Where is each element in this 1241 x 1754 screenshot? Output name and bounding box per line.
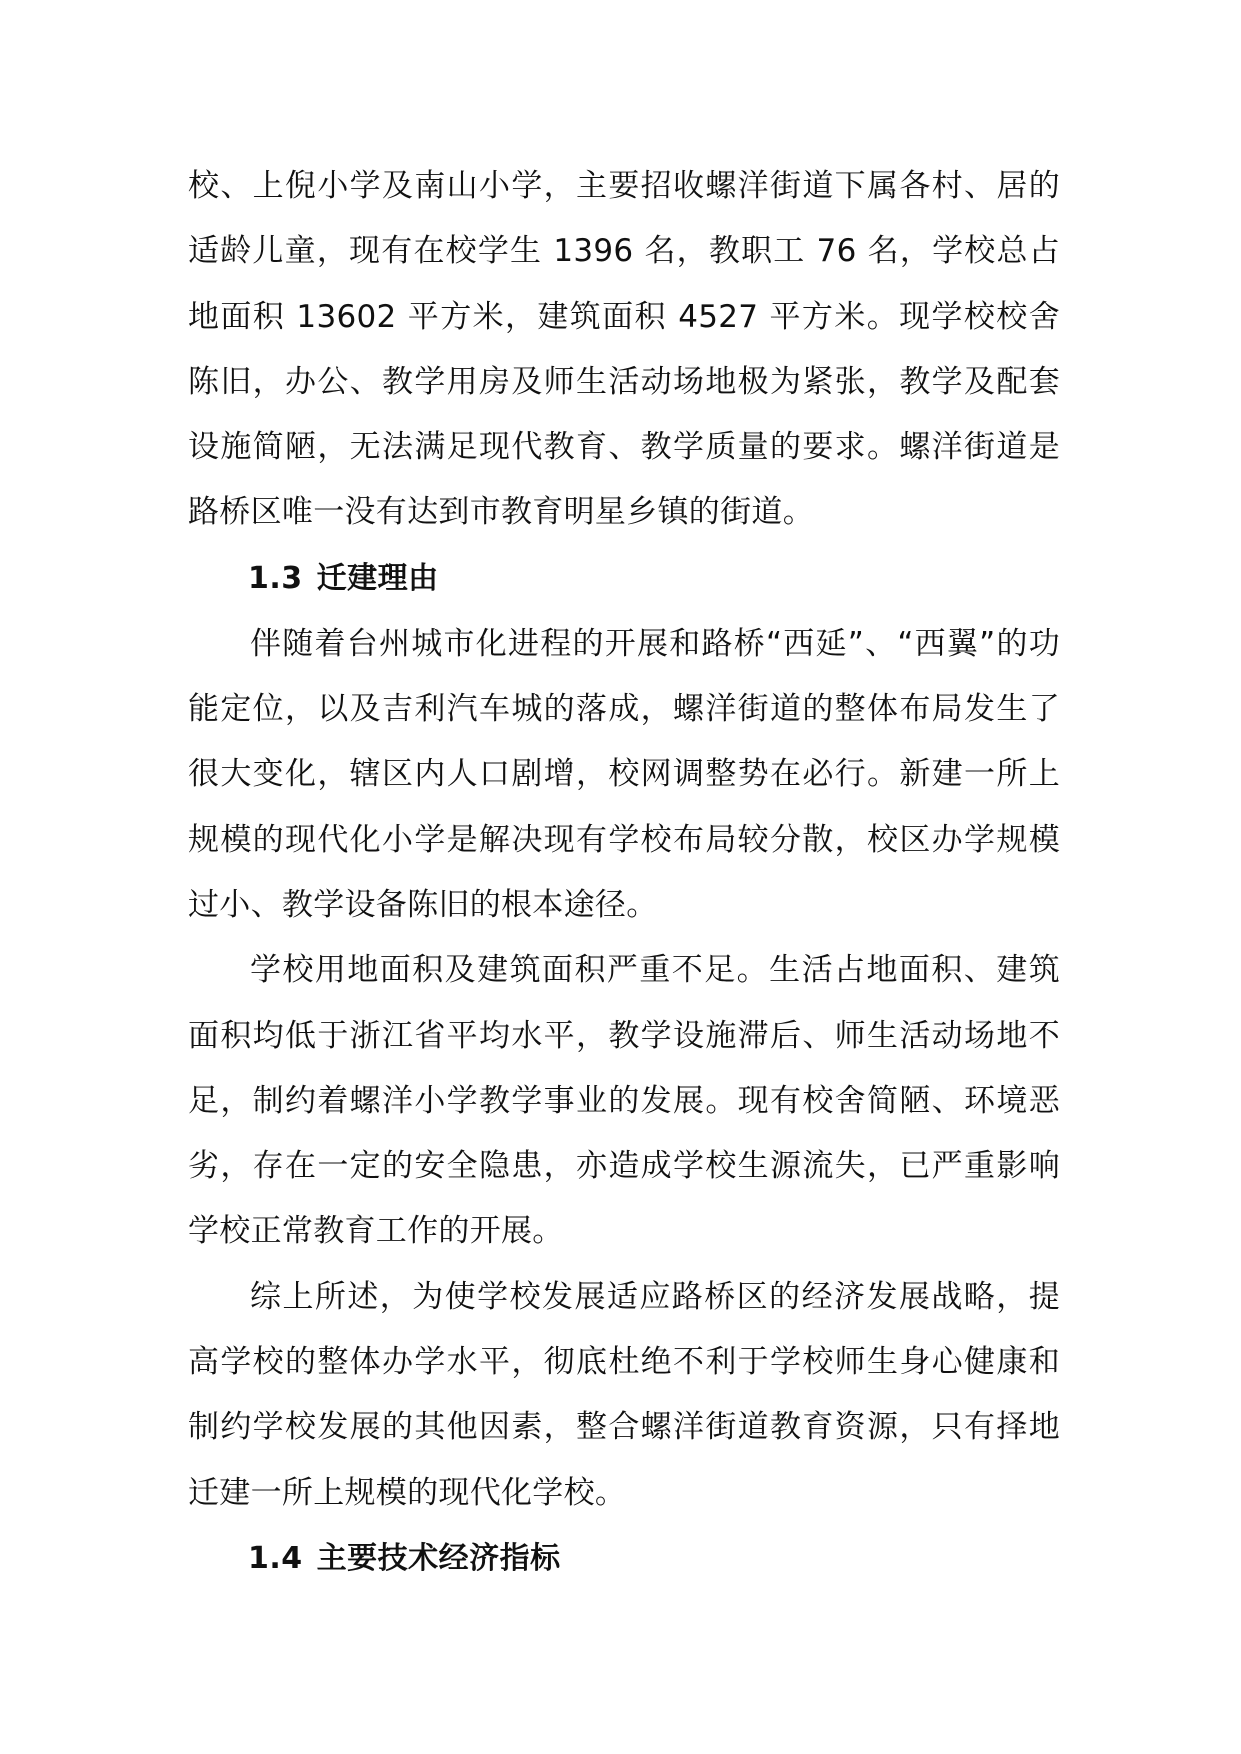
section-heading-1-4 xyxy=(188,1526,1060,1592)
document-body xyxy=(188,154,1060,1592)
section-number: 1.3 xyxy=(248,560,303,596)
section-number: 1.4 xyxy=(248,1540,303,1576)
section-title: 主要技术经济指标 xyxy=(316,1540,561,1576)
paragraph-land-shortage: 学校用地面积及建筑面积严重不足。生活占地面积、建筑面积均低于浙江省平均水平，教学设施滞后、师生活动场地不足，制约着螺洋小学教学事业的发展。现有校舍简陋、环境恶劣，存在一定的安全隐患，亦造成学校生源流失，已严重影响学校正常教育工作的开展。 xyxy=(188,952,1060,1250)
paragraph-continued: 校、上倪小学及南山小学，主要招收螺洋街道下属各村、居的适龄儿童，现有在校学生 1396 名，教职工 76 名，学校总占地面积 13602 平方米，建筑面积 4527 平方米。现学校校舍陈旧，办公、教学用房及师生活动场地极为紧张，教学及配套设施简陋，无法满足现代教育、教学质量的要求。螺洋街道是路桥区唯一没有达到市教育明星乡镇的街道。 xyxy=(188,168,1060,531)
section-heading-1-3 xyxy=(188,546,1060,612)
paragraph-conclusion: 综上所述，为使学校发展适应路桥区的经济发展战略，提高学校的整体办学水平，彻底杜绝不利于学校师生身心健康和制约学校发展的其他因素，整合螺洋街道教育资源，只有择地迁建一所上规模的现代化学校。 xyxy=(188,1278,1060,1511)
section-title: 迁建理由 xyxy=(316,560,439,596)
paragraph-relocation-background: 伴随着台州城市化进程的开展和路桥“西延”、“西翼”的功能定位，以及吉利汽车城的落成，螺洋街道的整体布局发生了很大变化，辖区内人口剧增，校网调整势在必行。新建一所上规模的现代化小学是解决现有学校布局较分散，校区办学规模过小、教学设备陈旧的根本途径。 xyxy=(188,625,1060,923)
